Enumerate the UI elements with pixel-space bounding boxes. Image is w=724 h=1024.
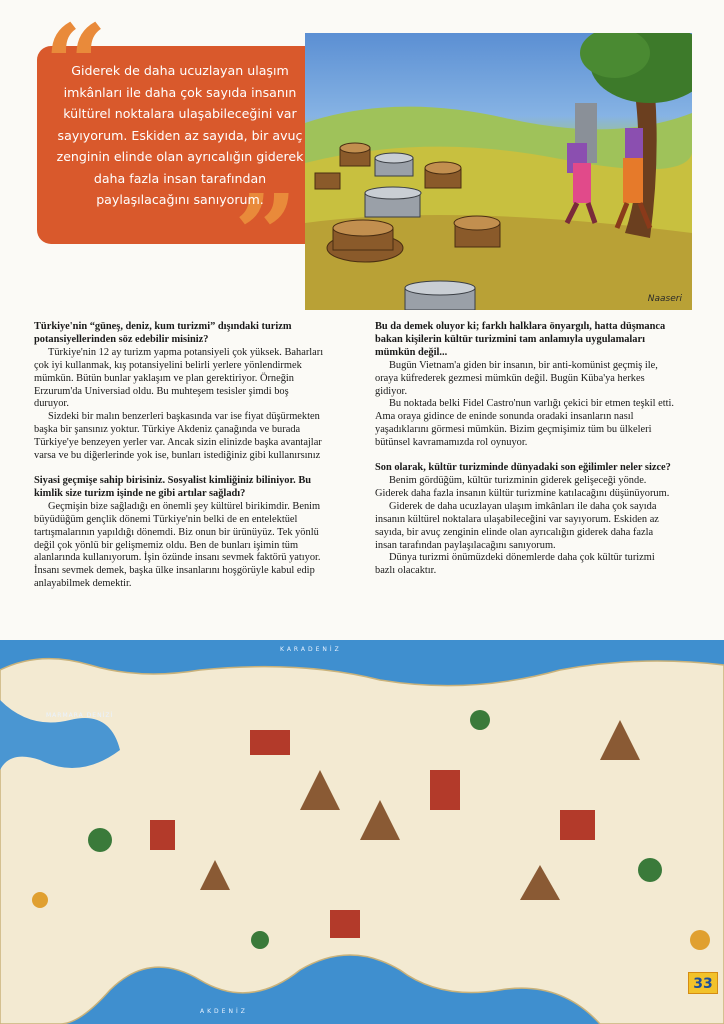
answer-paragraph: Dünya turizmi önümüzdeki dönemlerde daha çok kültür turizmi bazlı olacaktır.: [375, 552, 655, 577]
answer-paragraph: Bugün Vietnam'a giden bir insanın, bir anti-komünist geçmiş ile, oraya küfrederek gezmesi mümkün değil. Bugün Küba'ya herkes gidiyor.: [375, 359, 658, 397]
map-label-mediterranean: AKDENİZ: [200, 1008, 248, 1015]
illustrator-signature: Naaseri: [647, 294, 682, 304]
open-quote-mark: “: [44, 0, 108, 129]
question-heading: Son olarak, kültür turizminde dünyadaki son eğilimler neler sizce?: [375, 462, 671, 474]
question-heading: Siyasi geçmişe sahip birisiniz. Sosyalist kimliğiniz biliniyor. Bu kimlik size turizm işinde ne gibi artılar sağladı?: [34, 474, 312, 499]
map-label-black-sea: KARADENİZ: [280, 646, 342, 653]
cartoon-scene: [305, 33, 692, 310]
map-graphic: [0, 640, 724, 1024]
answer-paragraph: Bu noktada belki Fidel Castro'nun varlığı çekici bir etmen teşkil etti. Ama oraya gidince de eninde sonunda oradaki insanların nasıl yaşadıklarını görmesi mümkün. Bizim geçmişimiz tüm bu ülkeleri bütünsel kavramamızda rol oynuyor.: [375, 398, 674, 449]
map-label-marmara: MARMARA DENİZİ: [46, 712, 114, 719]
answer-paragraph: Sizdeki bir malın benzerleri başkasında var ise fiyat düşürmekten başka bir şansınız yoktur. Türkiye Akdeniz çanağında ve burada Türkiye'ye benzeyen yerler var. Ancak sizin elinizde başka avantajlar varsa ve bu diğerlerinde yok ise, bunları istediğiniz gibi kullanırsınız: [34, 411, 322, 462]
cartoon-illustration: [305, 33, 692, 310]
right-text-column: [375, 321, 675, 578]
left-text-column: [34, 321, 326, 591]
answer-paragraph: Giderek de daha ucuzlayan ulaşım imkânları ile daha çok sayıda insanın kültürel noktalara ulaşabileceğini var sayıyorum. Eskiden az sayıda, bir avuç zenginin elinde olan ayrıcalığın giderek daha fazla insan tarafından paylaşılacağını sanıyorum.: [375, 500, 659, 551]
close-quote-mark: ”: [234, 170, 298, 299]
page-number: 33: [688, 972, 718, 994]
illustrated-turkey-map: [0, 640, 724, 1024]
answer-paragraph: Türkiye'nin 12 ay turizm yapma potansiyeli çok yüksek. Baharları çok iyi kullanmak, kış potansiyelini belirli yerlere yönlendirmek mümkün. Bütün bunlar yaklaşım ve plan gerektiriyor. Örneğin Erzurum'da Universiad oldu. Bu muhteşem tesisler şimdi boş duruyor.: [34, 346, 324, 410]
question-heading: Türkiye'nin “güneş, deniz, kum turizmi” dışındaki turizm potansiyellerinden söz edebilir misiniz?: [34, 321, 292, 345]
pull-quote-text: Giderek de daha ucuzlayan ulaşım imkânları ile daha çok sayıda insanın kültürel noktalara ulaşabileceğini var sayıyorum. Eskiden az sayıda, bir avuç zenginin elinde olan ayrıcalığın giderek daha fazla insan tarafından paylaşılacağını sanıyorum.: [56, 63, 304, 207]
answer-paragraph: Geçmişin bize sağladığı en önemli şey kültürel birikimdir. Benim büyüdüğüm gençlik dönemi Türkiye'nin belki de en entelektüel tartışmalarının yapıldığı dönemdi. Biz onun bir ürünüyüz. Tek yönlü değil çok yönlü bir gelişmemiz oldu. Ben de bunları işimin tüm alanlarında kullanıyorum. İşin özünde insanı sevmek faktörü yatıyor. İnsanı sevmek demek, başka ülke insanlarını hoşgörüyle kabul edip anlayabilmek demektir.: [34, 500, 321, 590]
question-heading: Bu da demek oluyor ki; farklı halklara önyargılı, hatta düşmanca bakan kişilerin kültür turizmini tam anlamıyla uygulamaları mümkün değil...: [375, 321, 666, 358]
answer-paragraph: Benim gördüğüm, kültür turizminin giderek gelişeceği yönde. Giderek daha fazla insanın kültür turizmine katılacağını düşünüyorum.: [375, 474, 670, 499]
